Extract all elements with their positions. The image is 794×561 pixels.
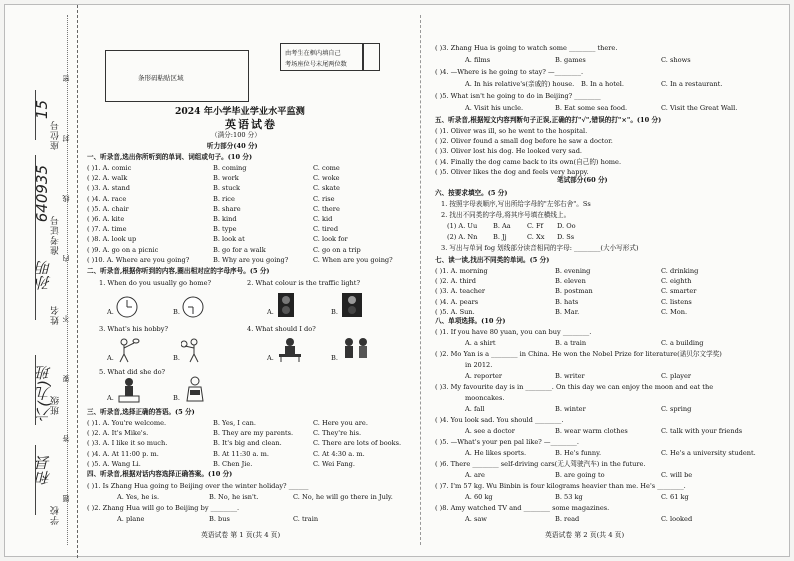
question-item: ( )2. Oliver found a small dog before he saw a doctor. — [435, 137, 613, 146]
class-line — [35, 355, 36, 425]
answer-option[interactable]: B. stuck — [213, 184, 241, 193]
s6-2-2-d: D. Ss — [557, 233, 575, 241]
s4-q1-option-b[interactable]: B. No, he isn't. — [209, 493, 259, 501]
answer-option[interactable]: C. come — [313, 164, 340, 172]
r-question-3: ( )3. Zhang Hua is going to watch some ________ there. — [435, 44, 618, 52]
clock-icon — [116, 296, 138, 318]
seat-handwriting: 15 — [33, 100, 51, 120]
s6-2-2-a: (2) A. Nn — [447, 233, 478, 241]
name-handwriting: 孙明 — [35, 260, 53, 290]
r-q4-option-c[interactable]: C. In a restaurant. — [661, 80, 723, 88]
answer-option[interactable]: C. kid — [313, 215, 333, 223]
s2-question-5: 5. What did she do? — [99, 368, 166, 376]
seat-label: 座位号 — [51, 120, 61, 150]
answer-option[interactable]: C. Here you are. — [313, 419, 368, 427]
question-item: ( )5. A. chair — [87, 204, 129, 213]
s2-q4-opt-a[interactable]: A. — [267, 354, 274, 362]
r-q3-option-c[interactable]: C. shows — [661, 56, 691, 64]
section-1-title: 一、听录音,选出你所听到的单词、词组或句子。(10 分) — [87, 153, 253, 161]
s8-question-8: ( )8. Amy watched TV and ________ some magazines. — [435, 504, 610, 512]
exam-no-label: 准考证号 — [51, 215, 61, 255]
s8-q2-option-c[interactable]: C. player — [661, 372, 692, 380]
s8-q8-option-a[interactable]: A. saw — [465, 515, 487, 523]
written-part-heading: 笔试部分(60 分) — [557, 176, 608, 184]
exam-no-line — [35, 155, 36, 265]
page-2-footer: 英语试卷 第 2 页(共 4 页) — [545, 531, 625, 539]
r-q5-option-b[interactable]: B. Eat some sea food. — [555, 104, 628, 112]
seat-digits-box[interactable] — [362, 43, 380, 71]
answer-option[interactable]: B. type — [213, 225, 237, 234]
s8-q8-option-c[interactable]: C. looked — [661, 515, 693, 523]
s4-question-1: ( )1. Is Zhang Hua going to Beijing over the winter holiday? ______ — [87, 482, 309, 490]
answer-option[interactable]: C. There are lots of books. — [313, 439, 402, 448]
r-q5-option-a[interactable]: A. Visit his uncle. — [465, 104, 524, 112]
s6-item-3: 3. 写出与单词 fog 划线部分读音相同的字母: ________(大小写形式) — [441, 244, 639, 252]
notice-line-2: 考场座位号末尾两位数 — [285, 61, 347, 68]
answer-option[interactable]: B. hats — [555, 297, 579, 306]
s8-q3-option-b[interactable]: B. winter — [555, 405, 586, 413]
barcode-area — [105, 50, 249, 102]
s8-q3-option-c[interactable]: C. spring — [661, 405, 692, 413]
answer-option[interactable]: C. They're his. — [313, 429, 362, 438]
exam-subject: 英语试卷 — [225, 118, 277, 131]
s8-question-6: ( )6. There ________ self-driving cars(无人驾驶汽车) in the future. — [435, 460, 646, 468]
question-item: ( )7. A. time — [87, 225, 127, 234]
answer-option[interactable]: C. there — [313, 204, 340, 213]
notice-line-1: 由考生在框内填自己 — [285, 50, 341, 57]
question-item: ( )1. A. You're welcome. — [87, 419, 167, 427]
people-icon — [341, 336, 373, 362]
r-q3-option-b[interactable]: B. games — [555, 56, 586, 64]
s8-q2-option-b[interactable]: B. writer — [555, 372, 585, 380]
answer-option[interactable]: B. Why are you going? — [213, 255, 289, 264]
class-label: 班级 — [51, 395, 61, 415]
s2-q5-opt-a[interactable]: A. — [107, 394, 114, 402]
answer-option[interactable]: C. woke — [313, 174, 340, 183]
traffic-light-icon — [277, 292, 295, 318]
seal-char: 题 — [62, 495, 70, 502]
question-item: ( )4. Finally the dog came back to its own(自己的) home. — [435, 157, 622, 166]
answer-option[interactable]: B. look at — [213, 235, 245, 244]
s8-q4-option-a[interactable]: A. see a doctor — [465, 427, 515, 435]
s8-q5-option-a[interactable]: A. He likes sports. — [465, 449, 527, 457]
s8-question-3: ( )3. My favourite day is in ________. On this day we can enjoy the moon and eat the — [435, 383, 714, 391]
s2-q3-opt-b[interactable]: B. — [173, 354, 180, 362]
r-question-5: ( )5. What isn't he going to do in Beijing? ________ — [435, 92, 601, 100]
r-q3-option-a[interactable]: A. films — [465, 56, 491, 64]
answer-option[interactable]: C. When are you going? — [313, 255, 393, 264]
question-item: ( )2. A. walk — [87, 174, 128, 183]
s6-2-1-b: B. Aa — [493, 222, 511, 230]
question-item: ( )10. A. Where are you going? — [87, 255, 190, 264]
class-handwriting: 六(九)班 — [35, 365, 53, 422]
question-item: ( )1. A. morning — [435, 267, 488, 275]
question-item: ( )5. A. Sun. — [435, 307, 475, 316]
s4-q2-option-c[interactable]: C. train — [293, 515, 319, 523]
answer-option[interactable]: C. At 4:30 a. m. — [313, 449, 365, 458]
answer-option[interactable]: B. coming — [213, 164, 247, 172]
school-line — [35, 445, 36, 515]
s8-q7-option-c[interactable]: C. 61 kg — [661, 493, 689, 501]
answer-option[interactable]: B. share — [213, 204, 241, 213]
s8-q1-option-c[interactable]: C. a building — [661, 339, 704, 347]
s2-q2-opt-a[interactable]: A. — [267, 308, 274, 316]
answer-option[interactable]: C. drinking — [661, 267, 699, 275]
s8-q6-option-a[interactable]: A. are — [465, 471, 485, 479]
section-5-title: 五、听录音,根据短文内容判断句子正误,正确的打"√",错误的打"×"。(10 分) — [435, 116, 662, 124]
s8-q7-option-a[interactable]: A. 60 kg — [465, 493, 493, 501]
answer-option[interactable]: B. Mar. — [555, 307, 580, 316]
r-question-4: ( )4. —Where is he going to stay? —________. — [435, 68, 584, 76]
s2-q4-opt-b[interactable]: B. — [331, 354, 338, 362]
answer-option[interactable]: C. rise — [313, 194, 335, 203]
s4-q2-option-b[interactable]: B. bus — [209, 515, 230, 523]
answer-option[interactable]: B. postman — [555, 287, 593, 296]
seal-char: 线 — [62, 195, 70, 202]
question-item: ( )4. A. At 11:00 p. m. — [87, 449, 159, 458]
answer-option[interactable]: C. Wei Fang. — [313, 459, 355, 468]
s8-q5-option-c[interactable]: C. He's a university student. — [661, 449, 756, 457]
s4-q1-option-a[interactable]: A. Yes, he is. — [117, 493, 160, 501]
answer-option[interactable]: C. eighth — [661, 277, 692, 286]
s2-q1-opt-b[interactable]: B. — [173, 308, 180, 316]
question-item: ( )2. A. third — [435, 277, 476, 286]
r-q4-option-b[interactable]: B. In a hotel. — [581, 80, 624, 88]
s2-q2-opt-b[interactable]: B. — [331, 308, 338, 316]
seal-char: 不 — [62, 315, 70, 322]
s2-q1-opt-a[interactable]: A. — [107, 308, 114, 316]
s8-q8-option-b[interactable]: B. read — [555, 515, 580, 523]
question-item: ( )5. A. Wang Li. — [87, 459, 141, 468]
s8-q4-option-c[interactable]: C. talk with your friends — [661, 427, 743, 435]
s8-question-7: ( )7. I'm 57 kg. Wu Binbin is four kilograms heavier than me. He's ________. — [435, 482, 686, 490]
seat-line — [35, 90, 36, 140]
household-chores-icon — [115, 377, 143, 403]
s6-item-2: 2. 找出不同类的字母,将其序号填在横线上。 — [441, 211, 571, 219]
exam-no-handwriting: 640935 — [33, 165, 51, 223]
question-item: ( )8. A. look up — [87, 235, 137, 244]
binding-strip — [5, 5, 78, 558]
answer-option[interactable]: C. smarter — [661, 287, 697, 296]
s6-2-1-a: (1) A. Uu — [447, 222, 478, 230]
s8-q1-option-b[interactable]: B. a train — [555, 339, 587, 347]
s6-2-1-d: D. Oo — [557, 222, 576, 230]
s8-q4-option-b[interactable]: B. wear warm clothes — [555, 427, 628, 435]
column-divider — [420, 15, 421, 545]
section-4-title: 四、听录音,根据对话内容选择正确答案。(10 分) — [87, 470, 233, 478]
question-item: ( )3. A. stand — [87, 184, 131, 193]
section-7-title: 七、读一读,找出不同类的单词。(5 分) — [435, 256, 550, 264]
full-score: （满分:100 分） — [211, 131, 261, 139]
s4-q2-option-a[interactable]: A. plane — [117, 515, 145, 523]
r-q4-option-a[interactable]: A. In his relative's(亲戚的) house. — [465, 80, 575, 88]
question-item: ( )1. A. comic — [87, 164, 132, 172]
s2-q3-opt-a[interactable]: A. — [107, 354, 114, 362]
seal-char: 密 — [62, 75, 70, 82]
answer-option[interactable]: B. At 11:30 a. m. — [213, 449, 269, 458]
traffic-light-icon — [341, 292, 363, 318]
exam-page — [4, 4, 790, 557]
badminton-player-icon — [115, 337, 141, 363]
s2-question-1: 1. When do you usually go home? — [99, 279, 212, 287]
answer-option[interactable]: B. Yes, I can. — [213, 419, 256, 427]
student-desk-icon — [277, 336, 303, 362]
seal-char: 内 — [62, 255, 70, 262]
s8-q6-option-c[interactable]: C. will be — [661, 471, 693, 479]
question-item: ( )5. Oliver likes the dog and feels very happy. — [435, 167, 589, 176]
s6-2-2-c: C. Xx — [527, 233, 545, 241]
s8-question-2-cont: in 2012. — [465, 361, 493, 369]
s6-2-1-c: C. Ff — [527, 222, 544, 230]
answer-option[interactable]: C. skate — [313, 184, 340, 193]
clock-icon — [182, 296, 204, 318]
seat-notice-box — [280, 43, 364, 71]
s2-question-4: 4. What should I do? — [247, 325, 316, 333]
question-item: ( )3. A. teacher — [435, 287, 486, 296]
answer-option[interactable]: B. eleven — [555, 277, 586, 286]
exam-title: 2024 年小学毕业学业水平监测 — [175, 106, 305, 117]
name-label: 姓名 — [51, 305, 61, 325]
s8-question-2: ( )2. Mo Yan is a ________ in China. He won the Nobel Prize for literature(诺贝尔文学奖) — [435, 350, 722, 358]
section-6-title: 六、按要求填空。(5 分) — [435, 189, 508, 197]
question-item: ( )4. A. race — [87, 194, 127, 203]
question-item: ( )6. A. kite — [87, 215, 125, 223]
answer-option[interactable]: B. go for a walk — [213, 245, 266, 254]
answer-option[interactable]: C. listens — [661, 297, 692, 306]
name-line — [35, 250, 36, 320]
s8-question-5: ( )5. —What's your pen pal like? —________. — [435, 438, 579, 446]
section-3-title: 三、听录音,选择正确的答语。(5 分) — [87, 408, 195, 416]
s8-q3-option-a[interactable]: A. fall — [465, 405, 485, 413]
s4-q1-option-c[interactable]: C. No, he will go there in July. — [293, 493, 393, 501]
r-q5-option-c[interactable]: C. Visit the Great Wall. — [661, 104, 738, 112]
s8-q6-option-b[interactable]: B. are going to — [555, 471, 605, 479]
school-label: 学校 — [51, 505, 61, 525]
seal-char: 要 — [62, 375, 70, 382]
seal-char: 封 — [62, 135, 70, 142]
seal-dotted-line — [67, 15, 68, 545]
s8-q5-option-b[interactable]: B. He's funny. — [555, 449, 602, 457]
s6-item-1: 1. 按照字母表顺序,写出所给字母的"左邻右舍"。Ss — [441, 200, 591, 208]
section-8-title: 八、单项选择。(10 分) — [435, 317, 506, 325]
question-item: ( )9. A. go on a picnic — [87, 245, 159, 254]
answer-option[interactable]: B. rice — [213, 194, 235, 203]
answer-option[interactable]: B. Chen Jie. — [213, 459, 253, 468]
s8-question-4: ( )4. You look sad. You should ________. — [435, 416, 564, 424]
s4-question-2: ( )2. Zhang Hua will go to Beijing by ________. — [87, 504, 240, 512]
s8-q1-option-a[interactable]: A. a shirt — [465, 339, 496, 347]
barcode-label: 条形码粘贴区域 — [138, 74, 184, 82]
s6-2-2-b: B. Jj — [493, 233, 507, 241]
answer-option[interactable]: C. look for — [313, 235, 348, 244]
seal-char: 答 — [62, 435, 70, 442]
s8-question-3-cont: mooncakes. — [465, 394, 505, 402]
answer-option[interactable]: C. tired — [313, 225, 339, 234]
s2-q5-opt-b[interactable]: B. — [173, 394, 180, 402]
s8-q2-option-a[interactable]: A. reporter — [465, 372, 503, 380]
school-handwriting: 和县 — [35, 455, 53, 485]
s2-question-3: 3. What's his hobby? — [99, 325, 169, 333]
s2-question-2: 2. What colour is the traffic light? — [247, 279, 360, 287]
girl-reading-icon — [181, 375, 209, 403]
section-2-title: 二、听录音,根据你听到的内容,圈出相对应的字母序号。(5 分) — [87, 267, 270, 275]
answer-option[interactable]: B. kind — [213, 215, 237, 223]
answer-option[interactable]: B. It's big and clean. — [213, 439, 282, 448]
tennis-player-icon — [181, 337, 207, 363]
question-item: ( )1. Oliver was ill, so he went to the hospital. — [435, 127, 588, 135]
question-item: ( )2. A. It's Mike's. — [87, 429, 149, 438]
question-item: ( )3. Oliver lost his dog. He looked very sad. — [435, 147, 583, 156]
s8-question-1: ( )1. If you have 80 yuan, you can buy ________. — [435, 328, 592, 336]
question-item: ( )3. A. I like it so much. — [87, 439, 168, 448]
page-1-footer: 英语试卷 第 1 页(共 4 页) — [201, 531, 281, 539]
s8-q7-option-b[interactable]: B. 53 kg — [555, 493, 583, 501]
question-item: ( )4. A. pears — [435, 297, 479, 306]
answer-option[interactable]: C. go on a trip — [313, 245, 361, 254]
answer-option[interactable]: B. They are my parents. — [213, 429, 294, 438]
listening-part-heading: 听力部分(40 分) — [207, 142, 258, 150]
answer-option[interactable]: B. work — [213, 174, 239, 183]
answer-option[interactable]: B. evening — [555, 267, 591, 275]
answer-option[interactable]: C. Mon. — [661, 307, 688, 316]
